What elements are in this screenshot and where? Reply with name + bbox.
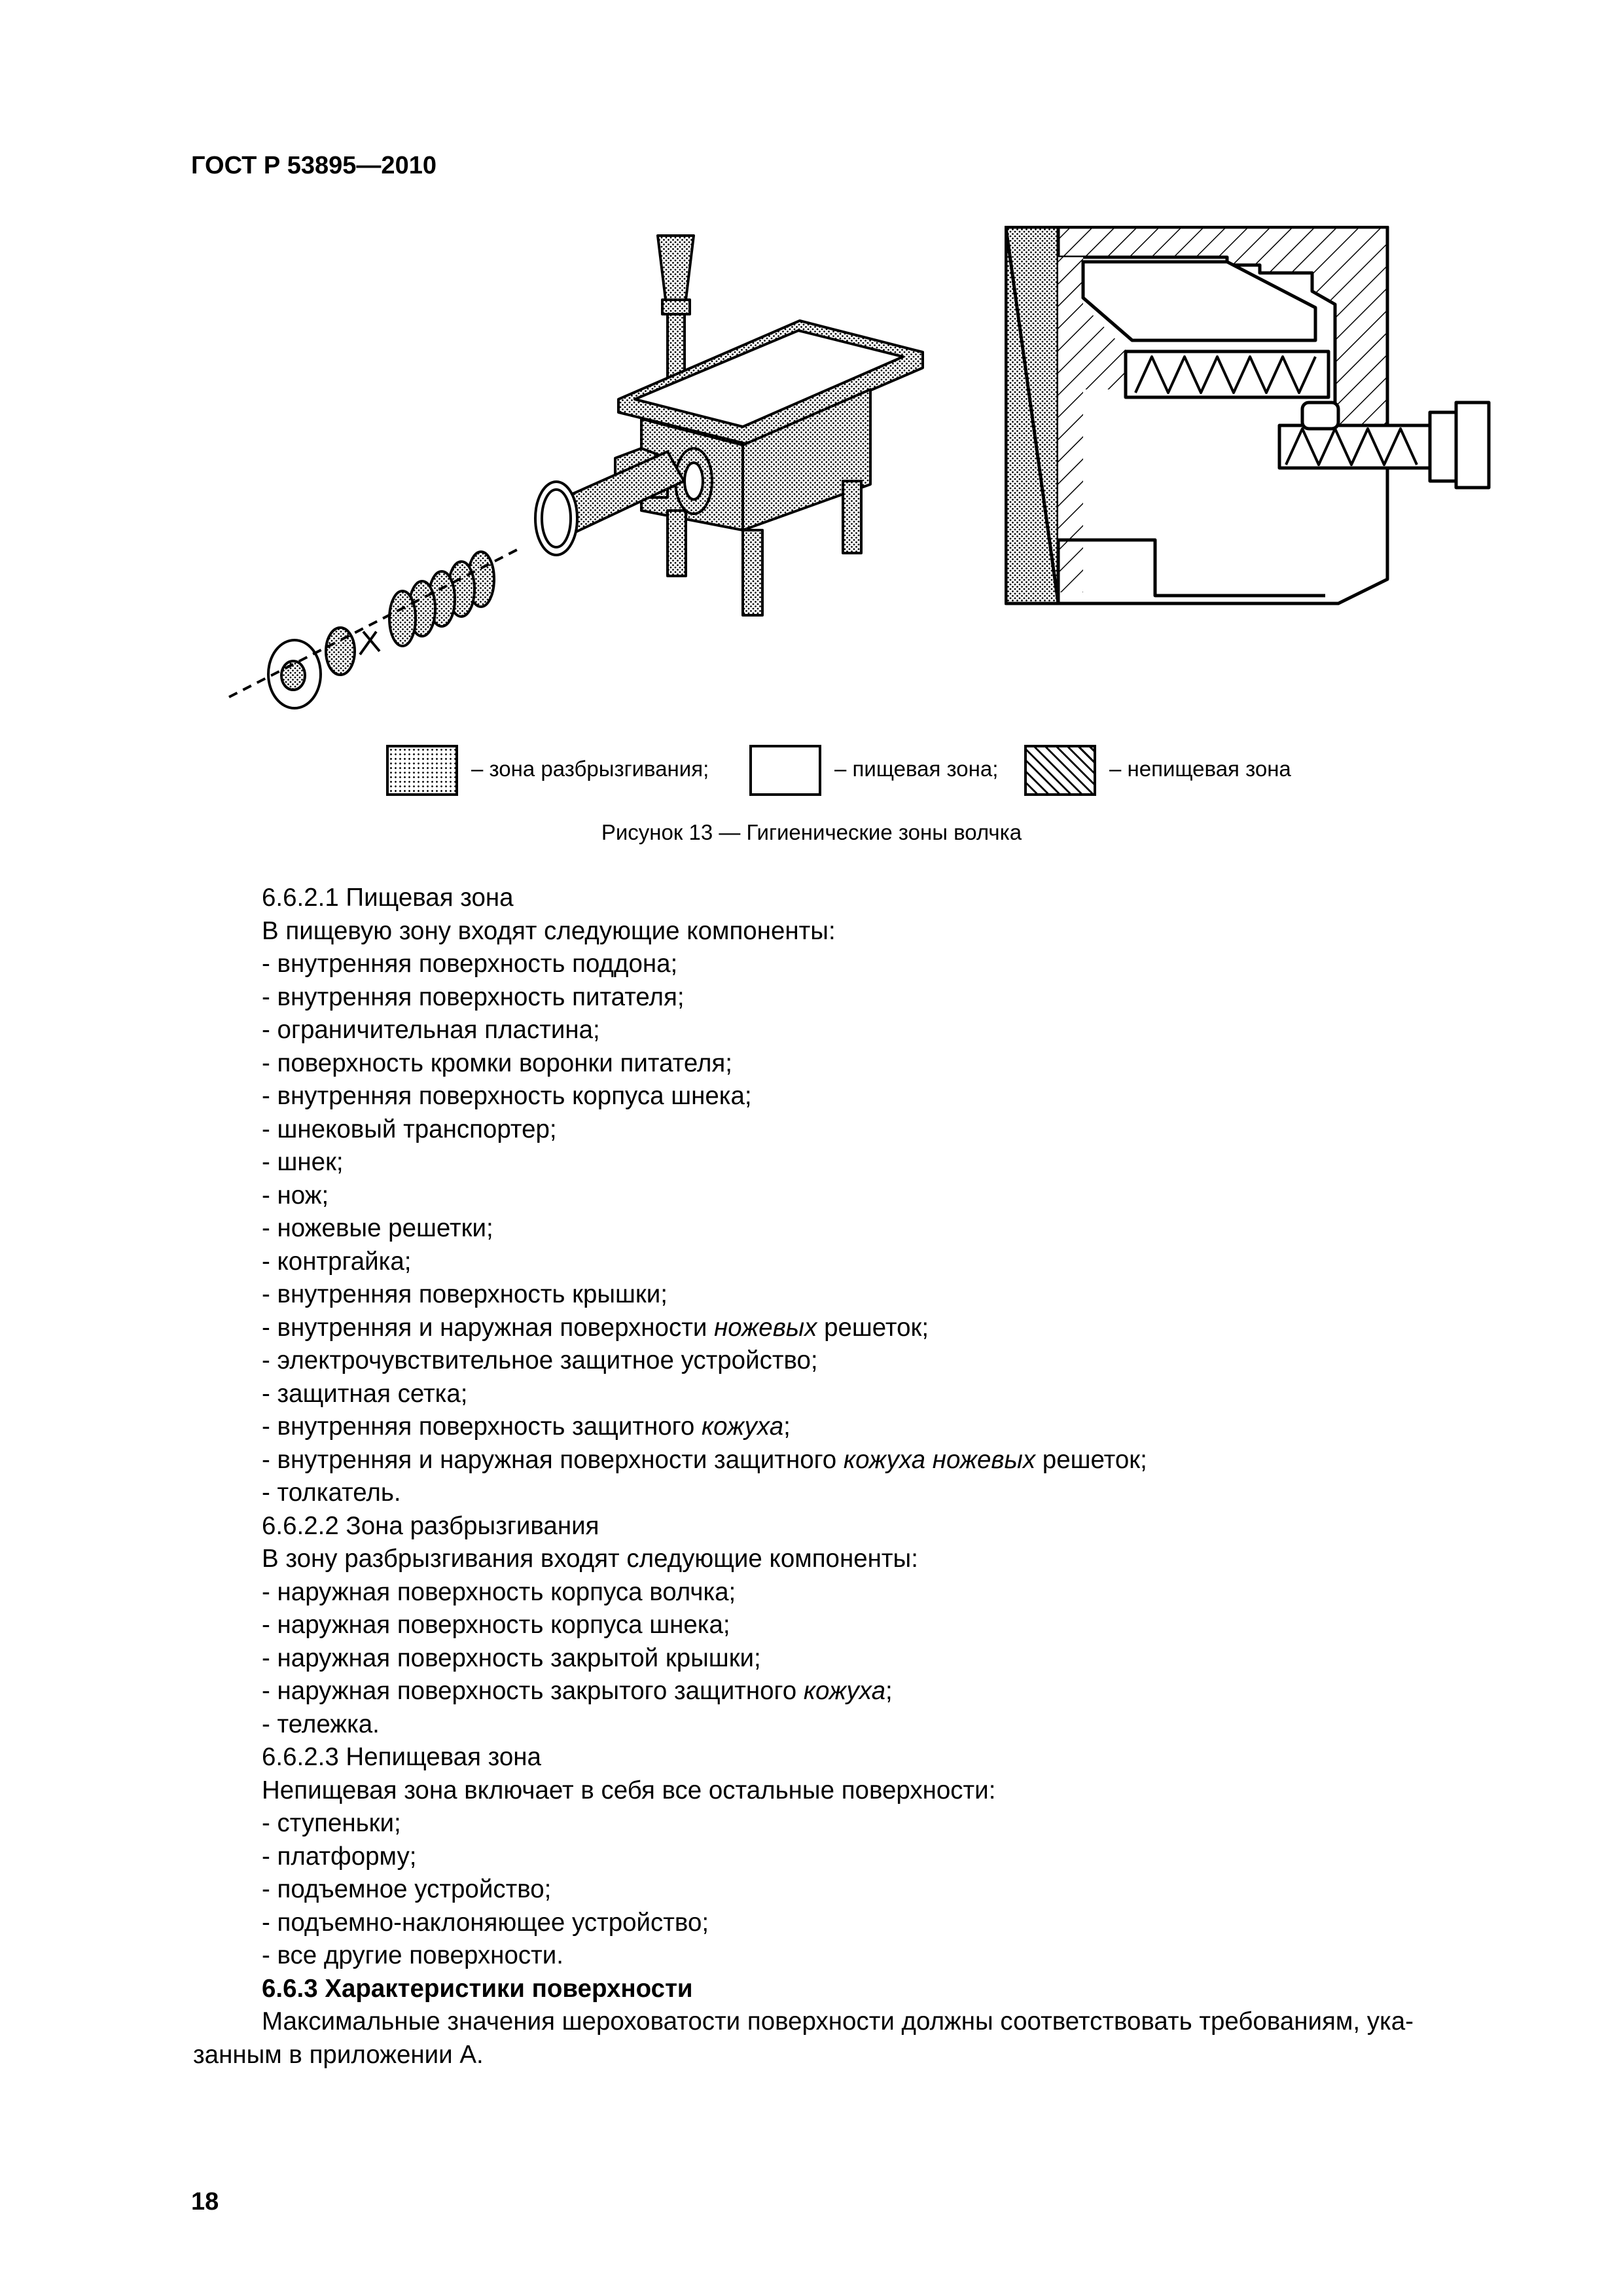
list-item: - тележка. [262, 1708, 1505, 1742]
list-item: - ступеньки; [262, 1807, 1505, 1840]
list-item-text: внутренняя поверхность защитного [277, 1412, 702, 1441]
section-intro: В зону разбрызгивания входят следующие компоненты: [262, 1545, 918, 1573]
list-item: - внутренняя поверхность крышки; [262, 1278, 1505, 1312]
list-item: - шнек; [262, 1146, 1505, 1179]
paragraph-line: занным в приложении А. [193, 2040, 484, 2069]
section-heading: 6.6.2.1 Пищевая зона [262, 884, 514, 912]
paragraph-line: Максимальные значения шероховатости поверхности должны соответствовать требованиям, ука- [262, 2007, 1414, 2036]
list-item: - шнековый транспортер; [262, 1113, 1505, 1147]
section-heading: 6.6.2.3 Непищевая зона [262, 1743, 541, 1771]
list-item-text: ; [885, 1677, 893, 1705]
section-intro: Непищевая зона включает в себя все остальные поверхности: [262, 1776, 996, 1804]
section-heading-bold: 6.6.3 Характеристики поверхности [262, 1974, 693, 2003]
section-heading: 6.6.2.2 Зона разбрызгивания [262, 1511, 599, 1540]
list-item-italic: кожуха [701, 1412, 784, 1441]
list-item: - внутренняя поверхность питателя; [262, 981, 1505, 1014]
list-item: - ножевые решетки; [262, 1212, 1505, 1246]
list-item-text: наружная поверхность закрытого защитного [277, 1677, 804, 1705]
list-item-text: внутренняя и наружная поверхности защитного [277, 1445, 844, 1474]
list-item: - поверхность кромки воронки питателя; [262, 1047, 1505, 1081]
legend-label-nonfood-zone: – непищевая зона [1109, 757, 1291, 781]
list-item: - платформу; [262, 1840, 1505, 1874]
page-number: 18 [191, 2188, 219, 2215]
list-item: - наружная поверхность корпуса шнека; [262, 1609, 1505, 1642]
document-body [193, 882, 1505, 2072]
list-item: - подъемно-наклоняющее устройство; [262, 1907, 1505, 1940]
list-item [262, 1444, 1505, 1477]
grinder-section-diagram [1005, 226, 1502, 619]
figure-caption: Рисунок 13 — Гигиенические зоны волчка [601, 820, 1022, 844]
list-item: - наружная поверхность закрытой крышки; [262, 1642, 1505, 1676]
list-item [262, 1312, 1505, 1345]
list-item: - ограничительная пластина; [262, 1014, 1505, 1047]
legend-label-splash-zone: – зона разбрызгивания; [471, 757, 709, 781]
list-item-italic: кожуха [803, 1677, 885, 1705]
list-item [262, 1410, 1505, 1444]
list-item-italic: ножевых [714, 1313, 817, 1342]
list-item: - нож; [262, 1179, 1505, 1213]
list-item: - внутренняя поверхность корпуса шнека; [262, 1080, 1505, 1113]
list-item: - электрочувствительное защитное устройство; [262, 1344, 1505, 1378]
list-item: - подъемное устройство; [262, 1873, 1505, 1907]
document-code-header: ГОСТ Р 53895—2010 [191, 152, 437, 179]
list-item-text: решеток; [1035, 1445, 1147, 1474]
meat-grinder-exploded-illustration [216, 223, 949, 720]
list-item-italic: кожуха ножевых [843, 1445, 1036, 1474]
list-item: - толкатель. [262, 1477, 1505, 1510]
list-item [262, 1675, 1505, 1708]
list-item-text: ; [783, 1412, 791, 1441]
section-intro: В пищевую зону входят следующие компоненты: [262, 916, 836, 945]
list-item: - наружная поверхность корпуса волчка; [262, 1576, 1505, 1609]
list-item-text: внутренняя и наружная поверхности [277, 1313, 715, 1342]
figure-legend [386, 745, 1355, 800]
list-item: - все другие поверхности. [262, 1939, 1505, 1973]
legend-swatch-nonfood-zone [1024, 745, 1096, 796]
list-item: - контргайка; [262, 1246, 1505, 1279]
list-item: - защитная сетка; [262, 1378, 1505, 1411]
legend-label-food-zone: – пищевая зона; [834, 757, 999, 781]
legend-swatch-food-zone [749, 745, 821, 796]
list-item-text: решеток; [817, 1313, 929, 1342]
legend-swatch-splash-zone [386, 745, 458, 796]
list-item: - внутренняя поверхность поддона; [262, 948, 1505, 981]
